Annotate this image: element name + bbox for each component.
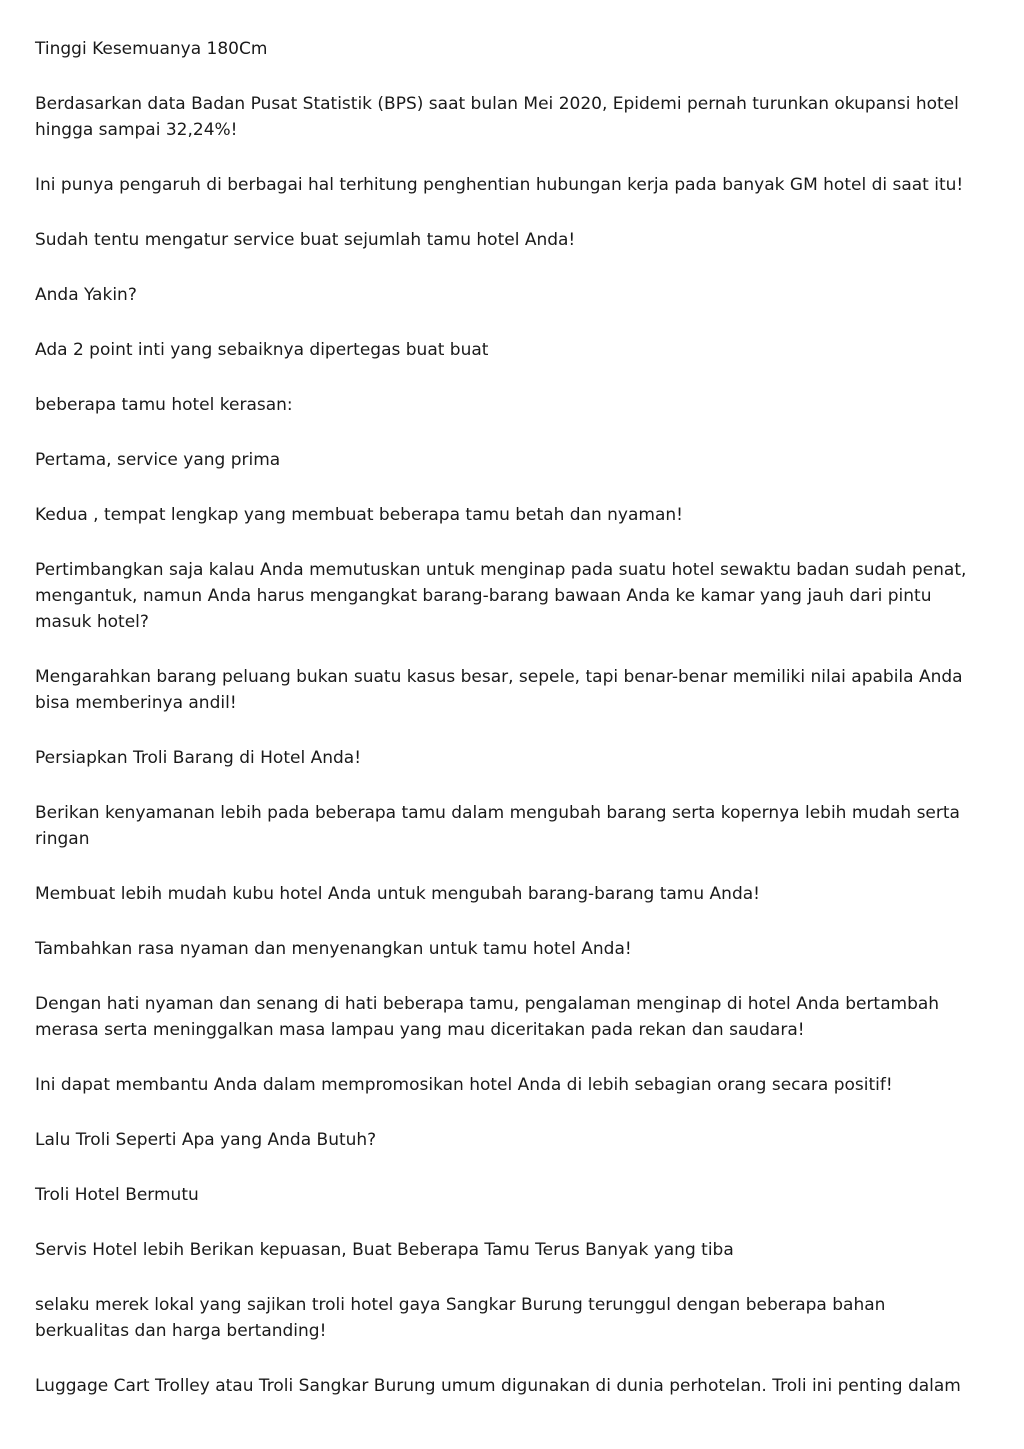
paragraph: Troli Hotel Bermutu <box>35 1185 199 1205</box>
paragraph: Kedua , tempat lengkap yang membuat beberapa tamu betah dan nyaman! <box>35 505 683 525</box>
paragraph: Sudah tentu mengatur service buat sejumlah tamu hotel Anda! <box>35 230 576 250</box>
paragraph: Lalu Troli Seperti Apa yang Anda Butuh? <box>35 1130 377 1150</box>
paragraph: Tinggi Kesemuanya 180Cm <box>35 39 268 59</box>
paragraph: Luggage Cart Trolley atau Troli Sangkar Burung umum digunakan di dunia perhotelan. Troli ini penting dalam <box>35 1376 961 1396</box>
paragraph: Pertama, service yang prima <box>35 450 281 470</box>
paragraph: Ini dapat membantu Anda dalam mempromosikan hotel Anda di lebih sebagian orang secara positif! <box>35 1075 893 1095</box>
paragraph: beberapa tamu hotel kerasan: <box>35 395 293 415</box>
paragraph: Pertimbangkan saja kalau Anda memutuskan untuk menginap pada suatu hotel sewaktu badan sudah penat, mengantuk, namun Anda harus mengangkat barang-barang bawaan Anda ke kamar yang jauh dari pintu masuk hotel? <box>35 560 967 632</box>
paragraph: selaku merek lokal yang sajikan troli hotel gaya Sangkar Burung terunggul dengan beberapa bahan berkualitas dan harga bertanding! <box>35 1295 886 1341</box>
paragraph: Tambahkan rasa nyaman dan menyenangkan untuk tamu hotel Anda! <box>35 939 632 959</box>
paragraph: Mengarahkan barang peluang bukan suatu kasus besar, sepele, tapi benar-benar memiliki nilai apabila Anda bisa memberinya andil! <box>35 667 963 713</box>
paragraph: Servis Hotel lebih Berikan kepuasan, Buat Beberapa Tamu Terus Banyak yang tiba <box>35 1240 734 1260</box>
paragraph: Berdasarkan data Badan Pusat Statistik (BPS) saat bulan Mei 2020, Epidemi pernah turunkan okupansi hotel hingga sampai 32,24%! <box>35 94 959 140</box>
paragraph: Anda Yakin? <box>35 285 137 305</box>
paragraph: Ada 2 point inti yang sebaiknya dipertegas buat buat <box>35 340 489 360</box>
paragraph: Ini punya pengaruh di berbagai hal terhitung penghentian hubungan kerja pada banyak GM hotel di saat itu! <box>35 175 964 195</box>
paragraph: Membuat lebih mudah kubu hotel Anda untuk mengubah barang-barang tamu Anda! <box>35 884 760 904</box>
paragraph: Dengan hati nyaman dan senang di hati beberapa tamu, pengalaman menginap di hotel Anda bertambah merasa serta meninggalkan masa lampau yang mau diceritakan pada rekan dan saudara! <box>35 994 940 1040</box>
paragraph: Berikan kenyamanan lebih pada beberapa tamu dalam mengubah barang serta kopernya lebih mudah serta ringan <box>35 803 960 849</box>
paragraph: Persiapkan Troli Barang di Hotel Anda! <box>35 748 362 768</box>
